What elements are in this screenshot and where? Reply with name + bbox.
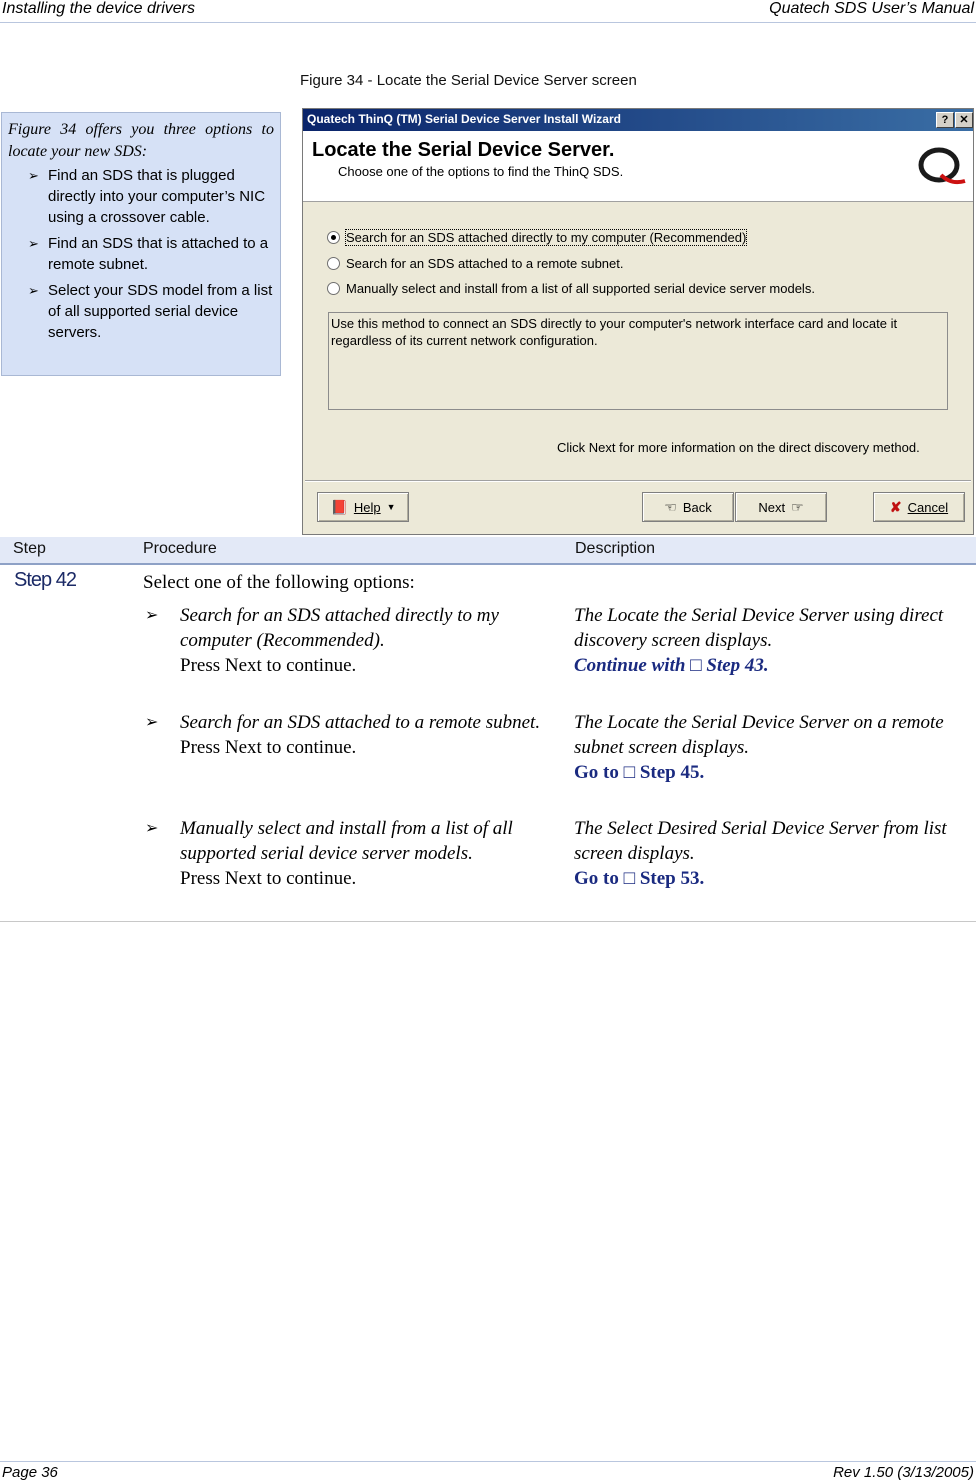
- arrow-bullet-icon: ➢: [145, 820, 159, 837]
- dialog-heading: Locate the Serial Device Server.: [312, 139, 615, 161]
- back-button[interactable]: ☜ Back: [642, 492, 734, 522]
- goto-link[interactable]: Go to □ Step 53.: [574, 868, 705, 889]
- dialog-hint: Click Next for more information on the direct discovery method.: [557, 440, 920, 455]
- procedure-option: ➢ Manually select and install from a list of all supported serial device server models. Press Next to continue.: [145, 818, 513, 889]
- sidebar-note: [1, 112, 281, 376]
- procedure-option: ➢ Search for an SDS attached to a remote subnet. Press Next to continue.: [145, 712, 541, 758]
- header-section-title: Installing the device drivers: [2, 0, 195, 17]
- option-manual-select-radio[interactable]: Manually select and install from a list of all supported serial device server models.: [327, 281, 815, 301]
- radio-icon[interactable]: [327, 282, 340, 295]
- sidebar-list-item: ➢ Find an SDS that is attached to a remote subnet.: [28, 235, 269, 273]
- step-number: Step 42: [14, 569, 76, 591]
- dialog-header-panel: [303, 131, 973, 202]
- arrow-bullet-icon: ➢: [28, 168, 39, 183]
- sidebar-list-item: ➢ Find an SDS that is plugged directly into your computer’s NIC using a crossover cable.: [28, 167, 266, 226]
- install-wizard-dialog: [302, 108, 974, 535]
- cancel-button[interactable]: ✘ Cancel: [873, 492, 965, 522]
- sidebar-list-item: ➢ Select your SDS model from a list of all supported serial device servers.: [28, 282, 273, 341]
- dialog-subheading: Choose one of the options to find the ThinQ SDS.: [338, 164, 624, 179]
- arrow-bullet-icon: ➢: [145, 607, 159, 624]
- option-direct-radio[interactable]: Search for an SDS attached directly to my computer (Recommended): [327, 230, 746, 250]
- procedure-result: The Locate the Serial Device Server on a remote subnet screen displays. Go to □ Step 45.: [574, 710, 974, 785]
- dialog-title-bar: [303, 109, 973, 131]
- footer-rule: [0, 1461, 976, 1462]
- radio-icon[interactable]: [327, 257, 340, 270]
- help-icon[interactable]: ?: [936, 112, 954, 128]
- close-icon[interactable]: ✕: [955, 112, 973, 128]
- table-bottom-rule: [0, 921, 976, 922]
- arrow-bullet-icon: ➢: [28, 283, 39, 298]
- page-number: Page 36: [2, 1464, 58, 1481]
- next-button[interactable]: Next ☞: [735, 492, 827, 522]
- pointing-hand-left-icon: ☜: [664, 498, 677, 515]
- help-button[interactable]: 📕 Help ▼: [317, 492, 409, 522]
- radio-selected-icon[interactable]: [327, 231, 340, 244]
- book-icon: 📕: [330, 498, 348, 515]
- procedure-option: ➢ Search for an SDS attached directly to my computer (Recommended). Press Next to continue.: [145, 605, 499, 676]
- quatech-logo-icon: [915, 145, 967, 189]
- column-header-description: Description: [575, 540, 656, 557]
- divider: [305, 480, 971, 482]
- goto-link[interactable]: Continue with □ Step 43.: [574, 655, 769, 676]
- arrow-bullet-icon: ➢: [145, 714, 159, 731]
- option-description-box: Use this method to connect an SDS directly to your computer's network interface card and locate it regardless of its current network configuration.: [328, 312, 948, 410]
- header-manual-title: Quatech SDS User’s Manual: [769, 0, 974, 17]
- column-header-step: Step: [13, 540, 46, 557]
- revision-info: Rev 1.50 (3/13/2005): [833, 1464, 974, 1481]
- option-remote-subnet-radio[interactable]: Search for an SDS attached to a remote subnet.: [327, 256, 624, 276]
- procedure-result: The Locate the Serial Device Server using direct discovery screen displays. Continue with □ Step 43.: [574, 603, 974, 678]
- column-header-procedure: Procedure: [143, 540, 217, 557]
- chevron-down-icon: ▼: [386, 502, 396, 512]
- dialog-title: Quatech ThinQ (TM) Serial Device Server Install Wizard: [307, 112, 621, 126]
- procedure-result: The Select Desired Serial Device Server from list screen displays. Go to □ Step 53.: [574, 816, 974, 891]
- sidebar-list: [8, 165, 274, 343]
- procedure-intro: Select one of the following options:: [143, 572, 415, 593]
- cancel-x-icon: ✘: [889, 498, 902, 515]
- figure-caption: Figure 34 - Locate the Serial Device Server screen: [300, 72, 637, 89]
- arrow-bullet-icon: ➢: [28, 236, 39, 251]
- sidebar-intro: Figure 34 offers you three options to locate your new SDS:: [8, 121, 274, 160]
- goto-link[interactable]: Go to □ Step 45.: [574, 762, 705, 783]
- pointing-hand-right-icon: ☞: [791, 498, 804, 515]
